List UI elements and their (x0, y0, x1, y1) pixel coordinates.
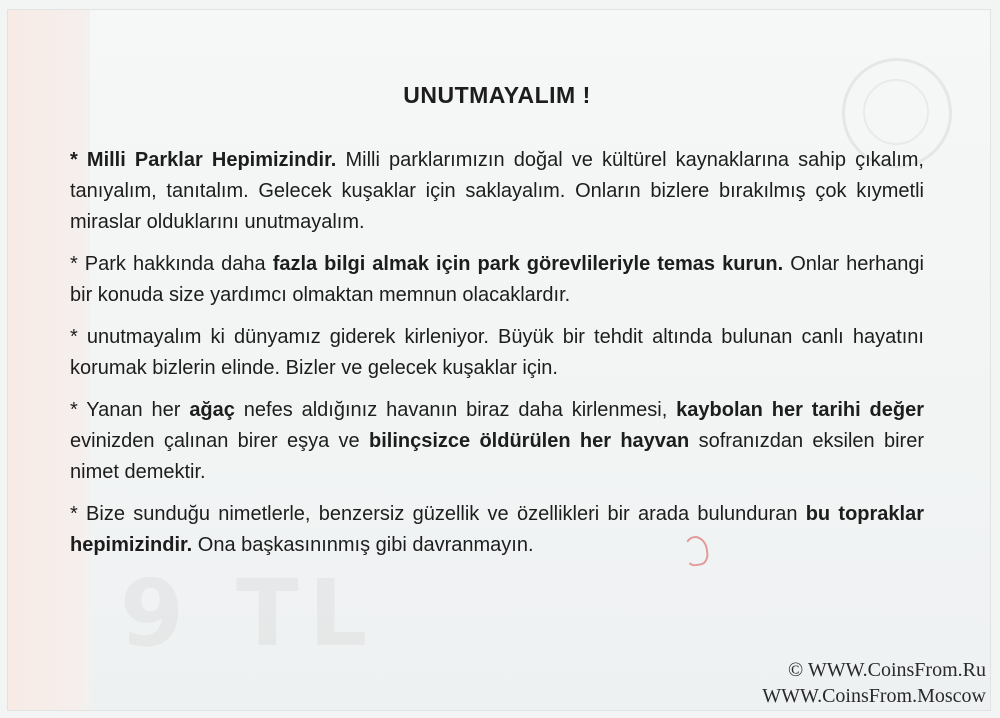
paragraph-park-staff (70, 249, 924, 311)
paragraph-national-parks (70, 145, 924, 238)
paragraph-text: * Bize sunduğu nimetlerle, benzersiz güzellik ve özellikleri bir arada bulunduran (70, 503, 806, 525)
bold-text: kaybolan her tarihi değer (676, 399, 924, 421)
paragraph-text: Milli parklarımızın doğal ve kültürel kaynaklarına sahip çıkalım, tanıyalım, tanıtalım. Gelecek kuşaklar için saklayalım. Onların bizlere bırakılmış çok kıymetli miraslar olduklarını unutmayalım. (70, 149, 924, 233)
paragraph-text: sofranızdan eksilen birer nimet demektir. (70, 430, 925, 483)
paragraph-burning-tree (70, 395, 924, 488)
watermark-credit (762, 657, 986, 709)
bold-text: ağaç (189, 399, 235, 421)
faint-bleedthrough-print: 9 TL (120, 560, 378, 667)
paragraph-these-lands (70, 499, 924, 561)
bold-text: * Milli Parklar Hepimizindir. (70, 149, 337, 171)
paragraph-text: * unutmayalım ki dünyamız giderek kirleniyor. Büyük bir tehdit altında bulunan canlı hayatını korumak bizlerin elinde. Bizler ve gelecek kuşaklar için. (70, 326, 924, 379)
paragraph-text: Onlar herhangi bir konuda size yardımcı olmaktan memnun olacaklardır. (70, 253, 924, 306)
page-title: UNUTMAYALIM ! (403, 82, 591, 108)
paragraph-text: nefes aldığınız havanın biraz daha kirlenmesi, (234, 399, 677, 421)
paragraph-text: * Yanan her (70, 399, 190, 421)
bold-text: bu topraklar hepimizindir. (70, 503, 925, 556)
paragraph-pollution (70, 322, 924, 384)
watermark-line: © WWW.CoinsFrom.Ru (788, 659, 986, 681)
notice-text-block (70, 82, 924, 572)
paragraph-text: Ona başkasınınmış gibi davranmayın. (192, 534, 534, 556)
paragraph-text: * Park hakkında daha (70, 253, 273, 275)
bold-text: fazla bilgi almak için park görevlileriyle temas kurun. (272, 253, 784, 275)
watermark-line: WWW.CoinsFrom.Moscow (762, 685, 986, 707)
paragraph-text: evinizden çalınan birer eşya ve (70, 430, 369, 452)
bold-text: bilinçsizce öldürülen her hayvan (368, 430, 690, 452)
